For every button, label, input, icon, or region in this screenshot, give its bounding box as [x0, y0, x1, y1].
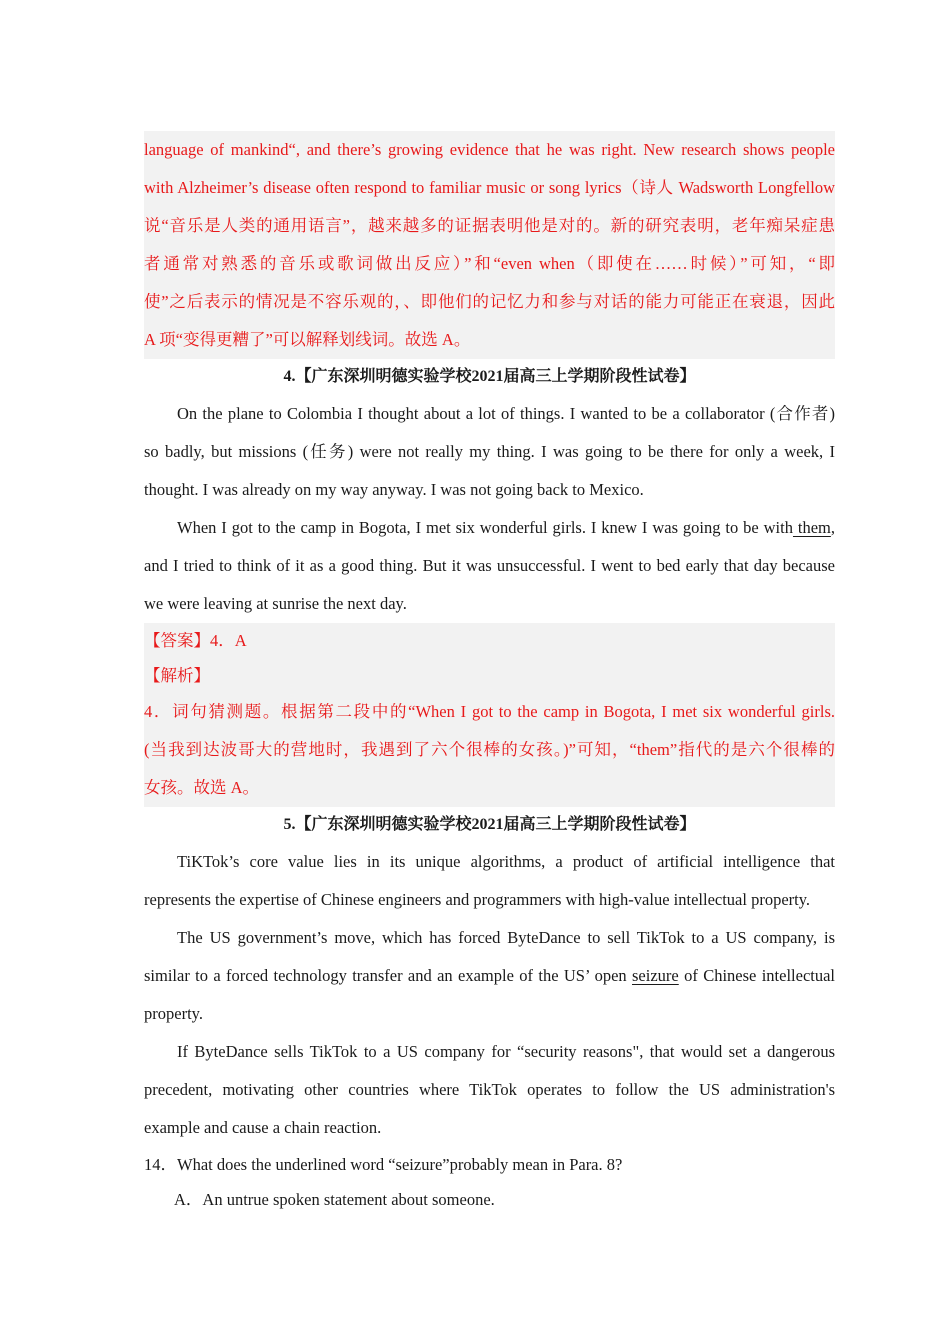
question-stem: 14．What does the underlined word “seizure”probably mean in Para. 8? — [144, 1155, 623, 1174]
explanation-line: language of mankind“, and there’s growing evidence that he was right. New research shows people — [144, 140, 835, 159]
passage-paragraph — [144, 919, 835, 1033]
passage-line: property. — [144, 1004, 203, 1023]
passage-line: thought. I was already on my way anyway. I was not going back to Mexico. — [144, 480, 644, 499]
passage-text: of Chinese intellectual — [678, 966, 836, 985]
underlined-word: seizure — [632, 966, 679, 985]
passage-line: we were leaving at sunrise the next day. — [144, 594, 407, 613]
explanation-line: with Alzheimer’s disease often respond to familiar music or song lyrics（诗人 Wadsworth Longfellow — [144, 178, 835, 197]
passage-text: similar to a forced technology transfer and an example of the US’ open — [144, 966, 633, 985]
analysis-line: 4．词句猜测题。根据第二段中的“When I got to the camp in Bogota, I met six wonderful girls. — [144, 702, 835, 721]
explanation-line: 说“音乐是人类的通用语言”，越来越多的证据表明他是对的。新的研究表明，老年痴呆症患 — [144, 216, 835, 235]
passage-line: TiKTok’s core value lies in its unique algorithms, a product of artificial intelligence that — [177, 852, 835, 871]
analysis-label: 【解析】 — [144, 666, 210, 685]
passage-line: so badly, but missions (任务) were not really my thing. I was going to be there for only a week, I — [144, 442, 835, 461]
answer-label: 【答案】4．A — [144, 631, 247, 650]
passage-line: represents the expertise of Chinese engineers and programmers with high-value intellectual property. — [144, 890, 811, 909]
explanation-line: 者通常对熟悉的音乐或歌词做出反应）”和“even when（即使在……时候）”可知，“即 — [144, 254, 835, 273]
question-heading: 4.【广东深圳明德实验学校2021届高三上学期阶段性试卷】 — [283, 368, 696, 385]
passage-line: If ByteDance sells TikTok to a US company for “security reasons", that would set a dangerous — [177, 1042, 835, 1061]
passage-line — [144, 957, 835, 995]
explanation-line: A 项“变得更糟了”可以解释划线词。故选 A。 — [144, 330, 471, 349]
passage-line — [144, 509, 835, 547]
passage-text: , — [830, 518, 835, 537]
analysis-line: 女孩。故选 A。 — [144, 778, 260, 797]
answer-explanation-block — [144, 131, 835, 359]
analysis-line: (当我到达波哥大的营地时，我遇到了六个很棒的女孩。)”可知，“them”指代的是六个很棒的 — [144, 740, 835, 759]
passage-line: example and cause a chain reaction. — [144, 1118, 382, 1137]
question-heading: 5.【广东深圳明德实验学校2021届高三上学期阶段性试卷】 — [283, 816, 696, 833]
document-page — [144, 131, 835, 1217]
option-a: A．An untrue spoken statement about someone. — [174, 1190, 495, 1209]
passage-text: When I got to the camp in Bogota, I met six wonderful girls. I knew I was going to be with — [177, 518, 793, 537]
passage-line: On the plane to Colombia I thought about a lot of things. I wanted to be a collaborator (合作者) — [177, 404, 835, 423]
underlined-word: them — [792, 518, 831, 537]
explanation-line: 使”之后表示的情况是不容乐观的，、即他们的记忆力和参与对话的能力可能正在衰退，因此 — [144, 292, 835, 311]
answer-block — [144, 623, 835, 807]
passage-line: and I tried to think of it as a good thing. But it was unsuccessful. I went to bed early that day because — [144, 556, 835, 575]
passage-paragraph — [144, 1033, 835, 1147]
passage-paragraph — [144, 395, 835, 509]
passage-line: The US government’s move, which has forced ByteDance to sell TikTok to a US company, is — [177, 928, 835, 947]
passage-paragraph — [144, 843, 835, 919]
passage-paragraph — [144, 509, 835, 623]
passage-line: precedent, motivating other countries where TikTok operates to follow the US administration's — [144, 1080, 835, 1099]
